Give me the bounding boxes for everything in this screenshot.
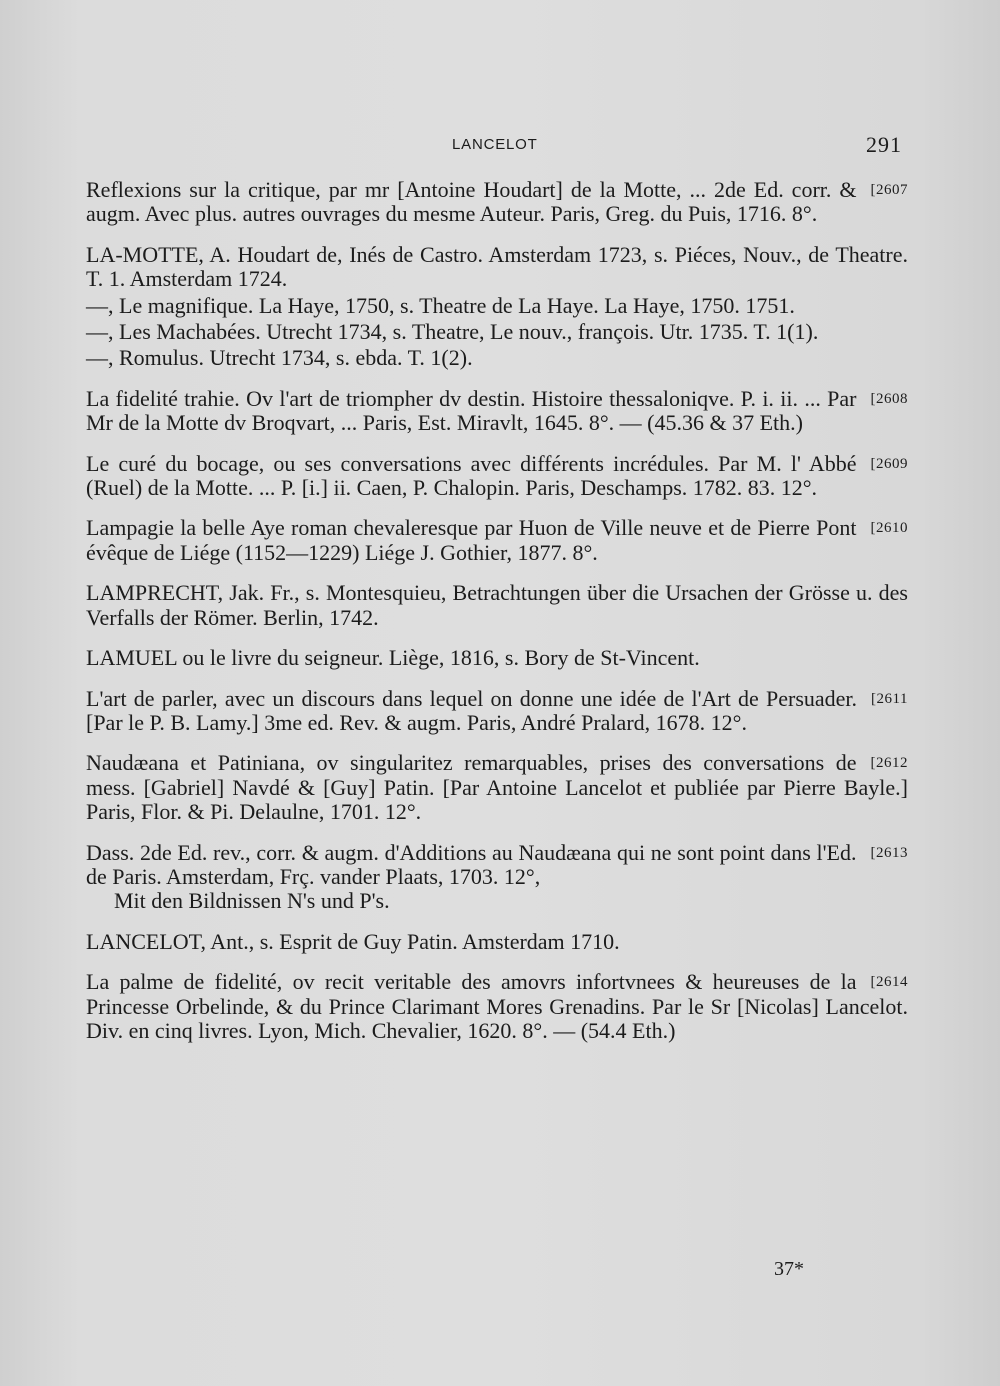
entry-text: La palme de fidelité, ov recit veritable des amovrs infortvnees & heureuses de la Princesse Orbelinde, & du Prince Clarimant Mores Grenadins. Par le Sr [Nicolas] Lancelot. Div. en cinq livres. Lyon, Mich. Chevalier, 1620. 8°. — (54.4 Eth.) [86,969,908,1043]
entry-number: [2609 [870,455,908,472]
entry-number: [2607 [870,182,908,198]
entry-number: [2611 [871,690,908,707]
bibliography-entry [86,346,908,370]
entry-text: L'art de parler, avec un discours dans lequel on donne une idée de l'Art de Persuader. [Par le P. B. Lamy.] 3me ed. Rev. & augm. Paris, André Pralard, 1678. 12°. [86,685,858,735]
bibliography-entry [86,930,908,954]
entry-text: LAMUEL ou le livre du seigneur. Liège, 1816, s. Bory de St-Vincent. [86,645,700,671]
running-head-title: LANCELOT [452,136,538,153]
bibliography-entry [86,320,908,344]
entry-number: [2613 [870,844,908,861]
entry-text: Reflexions sur la critique, par mr [Antoine Houdart] de la Motte, ... 2de Ed. corr. & augm. Avec plus. autres ouvrages du mesme Auteur. Paris, Greg. du Puis, 1716. 8°. [86,177,857,227]
entry-text: —, Les Machabées. Utrecht 1734, s. Theatre, Le nouv., françois. Utr. 1735. T. 1(1). [86,319,819,345]
bibliography-entry [86,178,908,227]
bibliography-entry [86,243,908,292]
entry-text: —, Le magnifique. La Haye, 1750, s. Theatre de La Haye. La Haye, 1750. 1751. [86,292,795,318]
bibliography-entry [86,646,908,670]
bibliography-entries [86,178,908,1059]
bibliography-entry [86,841,908,914]
bibliography-entry [86,751,908,824]
entry-text: —, Romulus. Utrecht 1734, s. ebda. T. 1(2). [86,345,473,371]
entry-text: LAMPRECHT, Jak. Fr., s. Montesquieu, Betrachtungen über die Ursachen der Grösse u. des Verfalls der Römer. Berlin, 1742. [86,580,908,630]
entry-note: Mit den Bildnissen N's und P's. [114,888,390,914]
signature-mark: 37* [774,1258,804,1280]
entry-text: LA-MOTTE, A. Houdart de, Inés de Castro. Amsterdam 1723, s. Piéces, Nouv., de Theatre. T. 1. Amsterdam 1724. [86,241,908,292]
entry-text: Dass. 2de Ed. rev., corr. & augm. d'Additions au Naudæana qui ne sont point dans l'Ed. de Paris. Amsterdam, Frç. vander Plaats, 1703. 12°, [86,839,857,889]
bibliography-entry [86,516,908,565]
bibliography-entry [86,687,908,736]
entry-text: Le curé du bocage, ou ses conversations avec différents incrédules. Par M. l' Abbé (Ruel) de la Motte. ... P. [i.] ii. Caen, P. Chalopin. Paris, Deschamps. 1782. 83. 12°. [86,450,857,501]
running-head [0,132,1000,162]
entry-number: [2612 [870,755,908,772]
bibliography-entry [86,970,908,1043]
bibliography-entry [86,387,908,436]
entry-text: LANCELOT, Ant., s. Esprit de Guy Patin. Amsterdam 1710. [86,928,620,954]
entry-number: [2610 [870,520,908,537]
entry-number: [2608 [870,390,908,407]
bibliography-entry [86,294,908,318]
bibliography-entry [86,452,908,501]
entry-text: La fidelité trahie. Ov l'art de triompher dv destin. Histoire thessaloniqve. P. i. ii. ... Par Mr de la Motte dv Broqvart, ... Paris, Est. Miravlt, 1645. 8°. — (45.36 & 37 Eth.) [86,385,857,436]
page-number: 291 [866,132,902,157]
entry-number: [2614 [870,974,908,991]
entry-text: Naudæana et Patiniana, ov singularitez remarquables, prises des conversations de mess. [Gabriel] Navdé & [Guy] Patin. [Par Antoine Lancelot et publiée par Pierre Bayle.] Paris, Flor. & Pi. Delaulne, 1701. 12°. [86,750,908,825]
bibliography-entry [86,581,908,630]
entry-text: Lampagie la belle Aye roman chevaleresque par Huon de Ville neuve et de Pierre Pont évêque de Liége (1152—1229) Liége J. Gothier, 1877. 8°. [86,515,857,565]
